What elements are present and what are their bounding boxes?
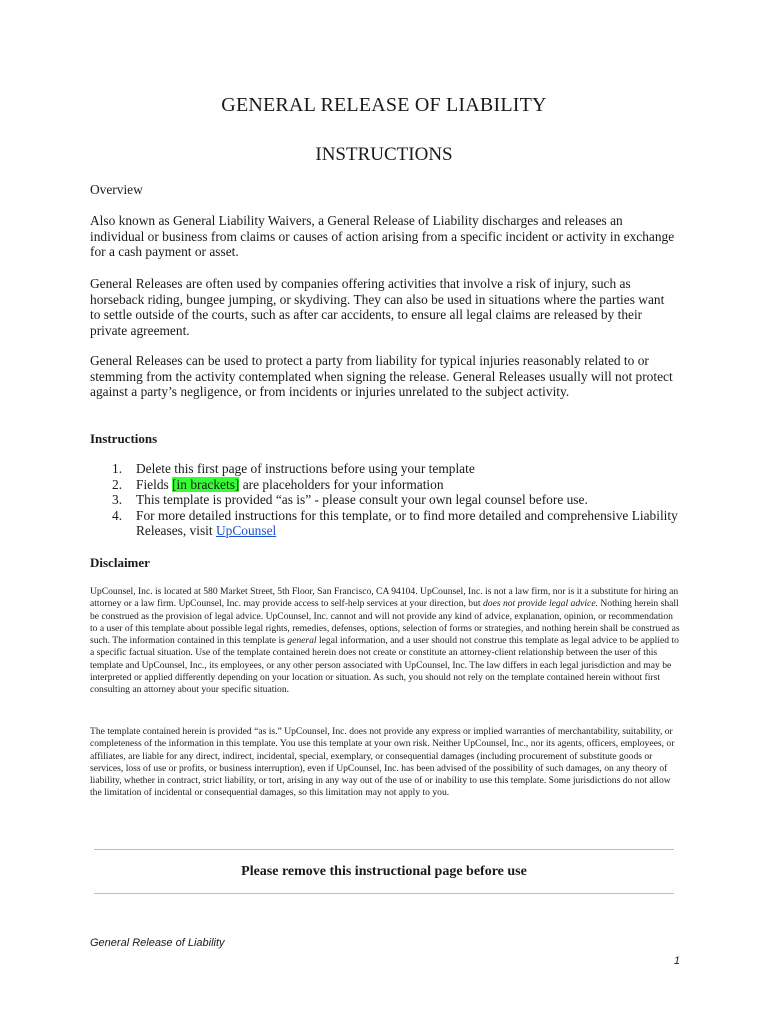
instruction-number: 1. xyxy=(112,461,123,476)
disclaimer-heading: Disclaimer xyxy=(90,555,150,570)
overview-label: Overview xyxy=(90,182,143,197)
disclaimer-italic-text: does not provide legal advice. xyxy=(482,598,598,610)
disclaimer-text: legal information, and a user should not construe this template as legal advice to be applied to a specific factual situation. Use of the template contained herein does not create or constitute an attorney-client relationship between the user of this template and UpCounsel, Inc., its employees, or any other person associated with UpCounsel, Inc. The law differs in each legal jurisdiction and may be interpreted or applied differently depending on your location or situation. As such, you should not rely on the template contained herein without first consulting an attorney about your specific situation. xyxy=(90,635,679,696)
instructions-heading: Instructions xyxy=(90,431,158,446)
instruction-text-before: Fields xyxy=(136,476,173,492)
disclaimer-paragraph-1 xyxy=(90,586,682,697)
instruction-text: This template is provided “as is” - please consult your own legal counsel before use. xyxy=(136,492,588,508)
instructions-list xyxy=(90,461,680,539)
divider-top xyxy=(94,849,674,850)
overview-paragraph-2: General Releases are often used by companies offering activities that involve a risk of injury, such as horseback riding, bungee jumping, or skydiving. They can also be used in situations where the parties want to settle outside of the courts, such as after car accidents, to ensure all legal claims are released by their private agreement. xyxy=(90,276,665,338)
disclaimer-text: UpCounsel, Inc. is located at 580 Market Street, 5th Floor, San Francisco, CA 94104. UpCounsel, Inc. is not a law firm, nor is it a substitute for hiring an attorney or a law firm. UpCounsel, Inc. may provide access to self-help services at your direction, but xyxy=(90,586,679,610)
divider-bottom xyxy=(94,893,674,894)
instruction-item xyxy=(90,492,680,508)
instruction-number: 4. xyxy=(112,507,123,523)
instruction-number: 2. xyxy=(112,476,123,492)
overview-paragraph-3: General Releases can be used to protect a party from liability for typical injuries reasonably related to or stemming from the activity contemplated when signing the release. General Releases usually will not protect against a party’s negligence, or from incidents or injuries unrelated to the subject activity. xyxy=(90,353,673,400)
instruction-text: Delete this first page of instructions before using your template xyxy=(136,461,475,476)
instruction-text: For more detailed instructions for this template, or to find more detailed and comprehensive Liability Releases, visit xyxy=(136,507,678,539)
upcounsel-link[interactable]: UpCounsel xyxy=(215,523,277,539)
highlighted-placeholder: [in brackets] xyxy=(172,476,240,492)
instruction-text-after: are placeholders for your information xyxy=(239,476,444,492)
disclaimer-paragraph-2: The template contained herein is provided “as is.” UpCounsel, Inc. does not provide any express or implied warranties of merchantability, suitability, or completeness of the information in this template. You use this template at your own risk. Neither UpCounsel, Inc., nor its agents, officers, employees, or affiliates, are liable for any direct, indirect, incidental, special, exemplary, or consequential damages (including procurement of substitute goods or services, loss of use or profits, or business interruption), even if UpCounsel, Inc. has been advised of the possibility of such damages, on any theory of liability, whether in contract, strict liability, or tort, arising in any way out of the use of or inability to use this template. Some jurisdictions do not allow the limitation of incidental or consequential damages, so this limitation may not apply to you. xyxy=(90,726,675,799)
disclaimer-text: Nothing herein shall be construed as the provision of legal advice. UpCounsel, Inc. cannot and will not provide any kind of advice, explanation, opinion, or recommendation to a user of this template about possible legal rights, remedies, defenses, options, selection of forms or strategies, and nothing herein shall be construed as such. The information contained in this template is xyxy=(90,598,680,647)
instruction-item xyxy=(90,508,680,539)
instruction-number: 3. xyxy=(112,492,123,508)
footer-title: General Release of Liability xyxy=(90,937,225,949)
document-subtitle: INSTRUCTIONS xyxy=(315,144,453,165)
overview-paragraph-1: Also known as General Liability Waivers, a General Release of Liability discharges and releases an individual or business from claims or causes of action arising from a specific incident or activity in exchange for a cash payment or asset. xyxy=(90,213,675,260)
disclaimer-italic-text: general xyxy=(287,635,317,647)
instruction-item xyxy=(90,461,680,477)
removal-note: Please remove this instructional page before use xyxy=(241,864,527,879)
instruction-item xyxy=(90,477,680,493)
page-number: 1 xyxy=(673,955,680,967)
document-title: GENERAL RELEASE OF LIABILITY xyxy=(221,94,547,116)
